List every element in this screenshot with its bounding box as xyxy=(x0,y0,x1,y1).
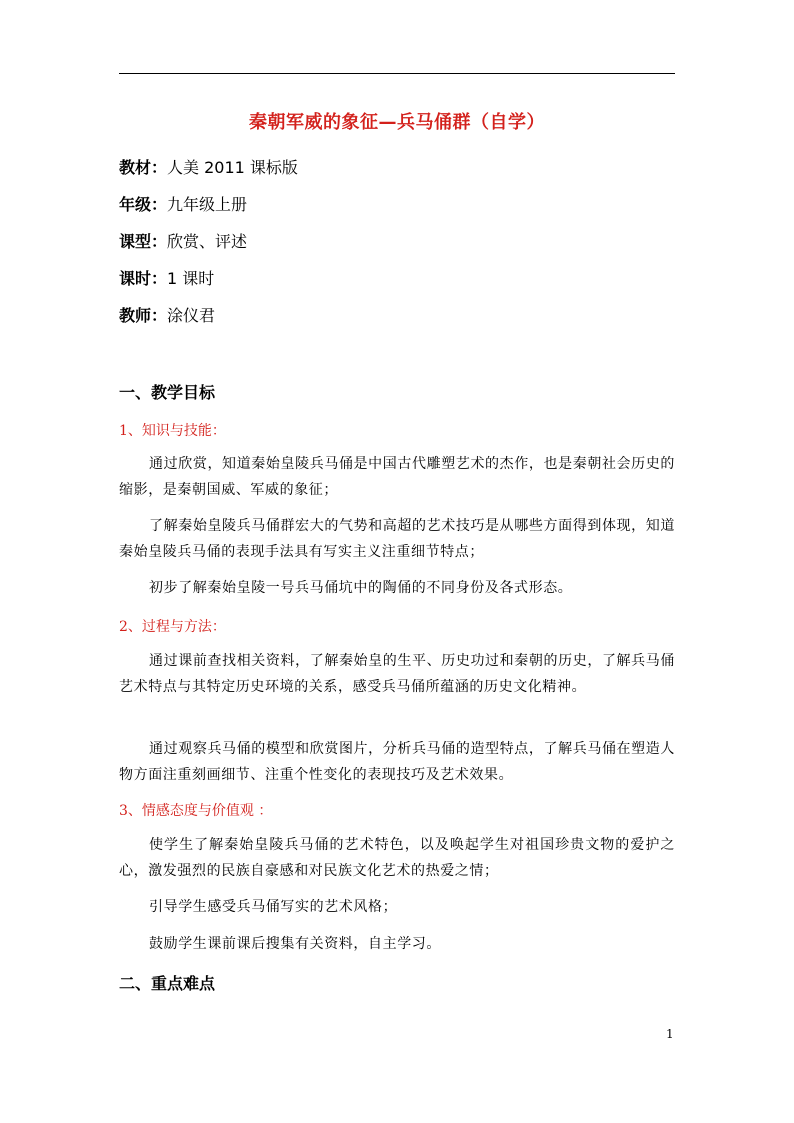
meta-grade xyxy=(119,195,247,215)
meta-value: 1 课时 xyxy=(167,269,215,288)
paragraph: 通过观察兵马俑的模型和欣赏图片，分析兵马俑的造型特点，了解兵马俑在塑造人物方面注重刻画细节、注重个性变化的表现技巧及艺术效果。 xyxy=(119,741,675,783)
meta-textbook xyxy=(119,158,298,178)
section-heading-objectives: 一、教学目标 xyxy=(119,383,216,402)
subheading-process: 2、过程与方法： xyxy=(119,619,226,635)
paragraph: 初步了解秦始皇陵一号兵马俑坑中的陶俑的不同身份及各式形态。 xyxy=(149,580,573,596)
paragraph: 通过课前查找相关资料，了解秦始皇的生平、历史功过和秦朝的历史，了解兵马俑艺术特点与其特定历史环境的关系，感受兵马俑所蕴涵的历史文化精神。 xyxy=(119,653,675,695)
meta-key: 课型： xyxy=(119,232,168,251)
meta-value: 涂仪君 xyxy=(167,306,216,325)
paragraph: 鼓励学生课前课后搜集有关资料，自主学习。 xyxy=(149,936,441,952)
section-heading-key-points: 二、重点难点 xyxy=(119,974,216,993)
meta-lesson-type xyxy=(119,232,247,252)
meta-value: 欣赏、评述 xyxy=(167,232,248,251)
meta-key: 年级： xyxy=(119,195,168,214)
page-number: 1 xyxy=(666,1027,674,1041)
meta-value: 人美 2011 课标版 xyxy=(167,158,298,177)
meta-key: 课时： xyxy=(119,269,168,288)
paragraph: 引导学生感受兵马俑写实的艺术风格； xyxy=(149,899,398,915)
subheading-knowledge: 1、知识与技能： xyxy=(119,423,226,439)
meta-teacher xyxy=(119,306,215,326)
meta-duration xyxy=(119,269,214,289)
document-title: 秦朝军威的象征—兵马俑群（自学） xyxy=(249,112,545,133)
meta-key: 教材： xyxy=(119,158,168,177)
subheading-attitude: 3、情感态度与价值观 ： xyxy=(119,803,273,819)
paragraph: 使学生了解秦始皇陵兵马俑的艺术特色，以及唤起学生对祖国珍贵文物的爱护之心，激发强烈的民族自豪感和对民族文化艺术的热爱之情； xyxy=(119,837,675,879)
meta-value: 九年级上册 xyxy=(167,195,248,214)
paragraph: 通过欣赏，知道秦始皇陵兵马俑是中国古代雕塑艺术的杰作，也是秦朝社会历史的缩影，是秦朝国威、军威的象征； xyxy=(119,456,675,498)
paragraph: 了解秦始皇陵兵马俑群宏大的气势和高超的艺术技巧是从哪些方面得到体现，知道秦始皇陵兵马俑的表现手法具有写实主义注重细节特点； xyxy=(119,518,675,560)
meta-key: 教师： xyxy=(119,306,168,325)
header-rule xyxy=(119,73,675,74)
